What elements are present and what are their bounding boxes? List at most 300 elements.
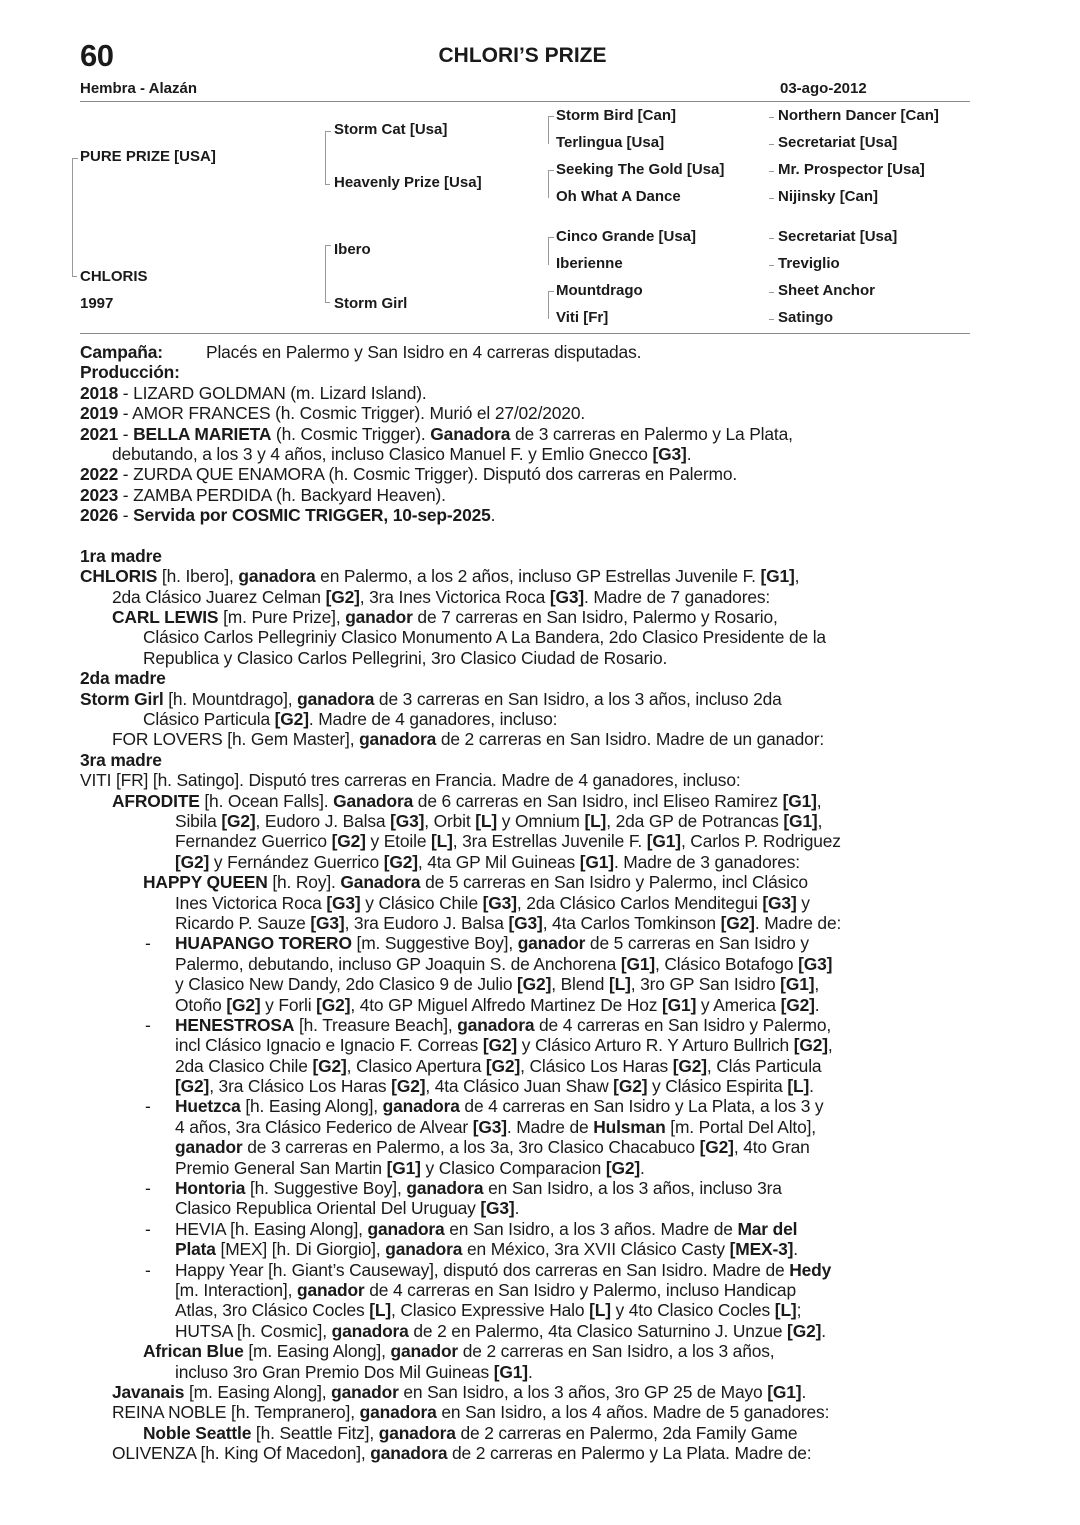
emphasis: ganadora: [367, 1218, 445, 1239]
production-item-cont: [80, 444, 972, 464]
pedigree-g4: Satingo: [778, 309, 833, 326]
pedigree-g4: Sheet Anchor: [778, 282, 875, 299]
emphasis: [MEX-3]: [729, 1239, 794, 1260]
page-title: CHLORI’S PRIZE: [438, 44, 607, 67]
emphasis: [G2]: [672, 1055, 707, 1076]
emphasis: [L]: [787, 1076, 810, 1097]
pedigree-bracket: [72, 262, 77, 277]
production-text: - ZAMBA PERDIDA (h. Backyard Heaven).: [118, 484, 446, 505]
emphasis: [G1]: [782, 790, 817, 811]
third-dam-line: [80, 1280, 972, 1300]
pedigree-g3: Viti [Fr]: [556, 309, 609, 326]
emphasis: HENESTROSA: [175, 1014, 295, 1035]
pedigree-g3: Terlingua [Usa]: [556, 134, 665, 151]
pedigree-dam-year: 1997: [80, 295, 114, 312]
text: Fernandez Guerrico: [175, 831, 332, 852]
first-dam-heading: 1ra madre: [80, 545, 162, 566]
emphasis: Javanais: [112, 1381, 185, 1402]
second-dam-line: [80, 689, 972, 709]
birth-date: 03-ago-2012: [780, 80, 867, 97]
third-dam-line: [80, 1056, 972, 1076]
third-dam-line: - Happy Year [h. Giant’s Causeway], disputó dos carreras en San Isidro. Madre de Hedy: [145, 1259, 832, 1280]
text: de 2 carreras en Palermo, 2da Family Game: [455, 1422, 798, 1443]
third-dam-line: - Huetzca [h. Easing Along], ganadora de 4 carreras en San Isidro y La Plata, a los 3 y: [145, 1096, 824, 1117]
horse-name: CARL LEWIS: [112, 607, 219, 628]
campaign-label: Campaña:: [80, 342, 163, 362]
production-text: debutando, a los 3 y 4 años, incluso Clasico Manuel F. y Emlio Gnecco: [112, 443, 653, 464]
text: y America: [696, 994, 781, 1015]
first-dam-line: [80, 566, 972, 586]
production-year: 2023: [80, 484, 119, 505]
text: en México, 3ra XVII Clásico Casty: [462, 1239, 730, 1260]
pedigree-tick: [769, 319, 774, 320]
third-dam-line: [80, 1382, 972, 1402]
text: [h. Roy].: [267, 872, 341, 893]
pedigree-tick: [769, 198, 774, 199]
text: [m. Interaction],: [175, 1279, 297, 1300]
third-dam-line: [80, 1158, 972, 1178]
emphasis: [G2]: [720, 912, 755, 933]
emphasis: Hulsman: [593, 1116, 666, 1137]
text: incluso 3ro Gran Premio Dos Mil Guineas: [175, 1361, 494, 1382]
production-text: de 3 carreras en Palermo y La Plata,: [510, 423, 793, 444]
text: .: [514, 1198, 520, 1219]
pedigree-divider: [80, 333, 970, 334]
pedigree-bracket: [548, 170, 554, 198]
text: incl Clásico Ignacio e Ignacio F. Correas: [175, 1035, 483, 1056]
emphasis: [G2]: [613, 1076, 648, 1097]
sex-color: Hembra - Alazán: [80, 80, 197, 97]
text: [m. Easing Along],: [243, 1341, 391, 1362]
text: REINA NOBLE [h. Tempranero],: [112, 1402, 360, 1423]
emphasis: ganador: [175, 1137, 243, 1158]
emphasis: [G3]: [482, 892, 517, 913]
first-dam-line: Clásico Carlos Pellegriniy Clasico Monumento A La Bandera, 2do Clasico Presidente de la: [143, 627, 826, 648]
text: ,: [816, 790, 822, 811]
text: HUTSA [h. Cosmic],: [175, 1320, 332, 1341]
text: . Madre de:: [754, 912, 842, 933]
third-dam-line: [80, 1423, 972, 1443]
pedigree-g4: Mr. Prospector [Usa]: [778, 161, 925, 178]
emphasis: ganador: [331, 1381, 399, 1402]
pedigree-g3: Seeking The Gold [Usa]: [556, 161, 725, 178]
pedigree-tick: [769, 117, 774, 118]
emphasis: [G2]: [312, 1055, 347, 1076]
third-dam-line: [80, 1443, 972, 1463]
second-dam-line: [80, 729, 972, 749]
third-dam-line: [80, 1300, 972, 1320]
emphasis: [G2]: [221, 810, 256, 831]
emphasis: ganadora: [378, 1422, 456, 1443]
pedigree-g4: Treviglio: [778, 255, 840, 272]
emphasis: ganadora: [331, 1320, 409, 1341]
pedigree-bracket: [72, 158, 78, 277]
emphasis: African Blue: [143, 1341, 244, 1362]
text: ,: [794, 566, 800, 587]
emphasis: Huetzca: [175, 1096, 241, 1117]
second-dam-line: [80, 709, 972, 729]
pedigree-bracket: [548, 116, 554, 144]
pedigree-g3: Iberienne: [556, 255, 623, 272]
text: Clasico Republica Oriental Del Uruguay: [175, 1198, 481, 1219]
emphasis: [G2]: [316, 994, 351, 1015]
winner-label: Ganadora: [430, 423, 511, 444]
text: .: [793, 1239, 798, 1260]
emphasis: Plata: [175, 1239, 216, 1260]
emphasis: ganador: [517, 933, 586, 954]
text: y Clásico Chile: [360, 892, 483, 913]
text: , Clásico Los Haras: [520, 1055, 673, 1076]
text: y Forli: [260, 994, 317, 1015]
pedigree-sire-sire: Storm Cat [Usa]: [334, 121, 448, 138]
emphasis: [G2]: [517, 974, 552, 995]
campaign-text: Placés en Palermo y San Isidro en 4 carreras disputadas.: [206, 342, 642, 362]
emphasis: [G2]: [226, 994, 261, 1015]
third-dam-line: [80, 1035, 972, 1055]
text: y Clasico Comparacion: [420, 1157, 606, 1178]
text: y: [796, 892, 810, 913]
grade-badge: [G3]: [652, 443, 687, 464]
third-dam-line: [80, 1402, 972, 1422]
text: ,: [814, 974, 820, 995]
text: , 4to GP Miguel Alfredo Martinez De Hoz: [350, 994, 663, 1015]
text: , 4ta Clásico Juan Shaw: [425, 1076, 614, 1097]
spacer: [80, 526, 972, 546]
emphasis: [G1]: [646, 831, 681, 852]
third-dam-line: [80, 954, 972, 974]
first-dam-line: [80, 587, 972, 607]
third-dam-line: [80, 1198, 972, 1218]
production-year: 2021: [80, 423, 119, 444]
first-dam-line: Republica y Clasico Carlos Pellegrini, 3ro Clasico Ciudad de Rosario.: [143, 647, 668, 668]
third-dam-line: [80, 995, 972, 1015]
pedigree-g4: Secretariat [Usa]: [778, 228, 898, 245]
text: ,: [817, 810, 823, 831]
text: . Madre de: [506, 1116, 594, 1137]
text: , 3ra Ines Victorica Roca: [359, 586, 550, 607]
emphasis: [G1]: [620, 953, 656, 974]
text: de 6 carreras en San Isidro, incl Eliseo Ramirez: [413, 790, 783, 811]
production-text: - LIZARD GOLDMAN (m. Lizard Island).: [118, 382, 427, 403]
emphasis: AFRODITE: [112, 790, 200, 811]
emphasis: [G2]: [175, 851, 210, 872]
text: de 7 carreras en San Isidro, Palermo y Rosario,: [412, 607, 778, 628]
production-text: -: [118, 423, 134, 444]
emphasis: [G3]: [390, 810, 425, 831]
text: Otoño: [175, 994, 227, 1015]
text: , Blend: [551, 974, 609, 995]
text: de 2 carreras en San Isidro, a los 3 años,: [458, 1341, 775, 1362]
text: .: [527, 1361, 533, 1382]
third-dam-line: [80, 872, 972, 892]
third-dam-line: [80, 811, 972, 831]
emphasis: Ganadora: [340, 872, 421, 893]
text: de 4 carreras en San Isidro y Palermo, incluso Handicap: [364, 1279, 796, 1300]
emphasis: [G1]: [386, 1157, 421, 1178]
emphasis: [G3]: [798, 953, 833, 974]
emphasis: HAPPY QUEEN: [143, 872, 268, 893]
production-text: - AMOR FRANCES (h. Cosmic Trigger). Murió el 27/02/2020.: [118, 403, 586, 424]
text: en San Isidro, a los 4 años. Madre de 5 ganadores:: [436, 1402, 830, 1423]
text: [m. Suggestive Boy],: [351, 933, 518, 954]
pedigree-bracket: [325, 288, 330, 303]
text: [h. Mountdrago],: [163, 688, 298, 709]
text: , 3ra Eudoro J. Balsa: [344, 912, 509, 933]
emphasis: [G2]: [485, 1055, 521, 1076]
text: . Madre de 4 ganadores, incluso:: [308, 709, 558, 730]
production-item: [80, 424, 972, 444]
page-number: 60: [80, 38, 114, 73]
text: Ines Victorica Roca: [175, 892, 327, 913]
text: , 2da Clásico Carlos Menditegui: [516, 892, 763, 913]
text: OLIVENZA [h. King Of Macedon],: [112, 1443, 371, 1464]
text: , Clás Particula: [706, 1055, 822, 1076]
third-dam-line: [80, 1362, 972, 1382]
production-text: -: [118, 505, 134, 526]
text: , 3ra Clásico Los Haras: [209, 1076, 392, 1097]
production-item: [80, 505, 972, 525]
third-dam-heading: 3ra madre: [80, 749, 162, 770]
text: Palermo, debutando, incluso GP Joaquin S. de Anchorena: [175, 953, 621, 974]
grade-badge: [G1]: [760, 566, 795, 587]
text: de 5 carreras en San Isidro y Palermo, incl Clásico: [420, 872, 808, 893]
text: , Clasico Apertura: [346, 1055, 486, 1076]
text: ;: [796, 1300, 802, 1321]
text: en San Isidro, a los 3 años, incluso 3ra: [483, 1178, 782, 1199]
pedigree-g3: Cinco Grande [Usa]: [556, 228, 697, 245]
third-dam-line: [80, 1137, 972, 1157]
emphasis: Noble Seattle: [143, 1422, 252, 1443]
production-item: [80, 403, 972, 423]
pedigree-tick: [769, 238, 774, 239]
third-dam-line: [80, 974, 972, 994]
text: [MEX] [h. Di Giorgio],: [215, 1239, 386, 1260]
pedigree-dam: CHLORIS: [80, 268, 148, 285]
grade-badge: [G3]: [549, 586, 585, 607]
text: FOR LOVERS [h. Gem Master],: [112, 729, 360, 750]
text: [m. Easing Along],: [184, 1381, 332, 1402]
emphasis: [G1]: [579, 851, 614, 872]
winner-label: ganadora: [359, 729, 437, 750]
second-dam-heading: 2da madre: [80, 668, 166, 689]
text: , Eudoro J. Balsa: [255, 810, 391, 831]
emphasis: [G3]: [326, 892, 361, 913]
text: , 4to Gran: [733, 1137, 810, 1158]
text: . Madre de 3 ganadores:: [613, 851, 800, 872]
text: [h. Seattle Fitz],: [251, 1422, 379, 1443]
text: de 2 en Palermo, 4ta Clasico Saturnino J. Unzue: [408, 1320, 788, 1341]
text: de 2 carreras en Palermo y La Plata. Madre de:: [447, 1443, 812, 1464]
text: [h. Ocean Falls].: [199, 790, 334, 811]
third-dam-line: - HEVIA [h. Easing Along], ganadora en San Isidro, a los 3 años. Madre de Mar del: [145, 1218, 798, 1239]
text: Sibila: [175, 810, 222, 831]
text: de 3 carreras en Palermo, a los 3a, 3ro Clasico Chacabuco: [242, 1137, 700, 1158]
text: [m. Portal Del Alto],: [665, 1116, 816, 1137]
emphasis: [G2]: [383, 851, 418, 872]
text: Atlas, 3ro Clásico Cocles: [175, 1300, 370, 1321]
emphasis: [G2]: [331, 831, 366, 852]
text: de 4 carreras en San Isidro y La Plata, a los 3 y: [459, 1096, 824, 1117]
production-text: .: [490, 505, 496, 526]
pedigree-sire-dam: Heavenly Prize [Usa]: [334, 174, 482, 191]
pedigree-g3: Oh What A Dance: [556, 188, 681, 205]
production-year: 2019: [80, 403, 119, 424]
emphasis: [L]: [609, 974, 631, 995]
text: 2da Clasico Chile: [175, 1055, 313, 1076]
emphasis: [G2]: [391, 1076, 426, 1097]
third-dam-line: [80, 1239, 972, 1259]
text: Clásico Particula: [143, 709, 275, 730]
pedigree-dam-dam: Storm Girl: [334, 295, 408, 312]
text: y Clasico New Dandy, 2do Clasico 9 de Julio: [175, 974, 518, 995]
emphasis: [G3]: [762, 892, 797, 913]
third-dam-line: [80, 893, 972, 913]
header-divider: [80, 101, 970, 102]
dam-name: CHLORIS: [80, 566, 158, 587]
emphasis: [G1]: [767, 1381, 802, 1402]
emphasis: [G2]: [482, 1035, 518, 1056]
production-year: 2026: [80, 505, 119, 526]
emphasis: [G3]: [480, 1198, 515, 1219]
emphasis: Ganadora: [333, 790, 414, 811]
text: .: [809, 1076, 814, 1097]
emphasis: [G1]: [783, 810, 818, 831]
emphasis: ganadora: [457, 1014, 535, 1035]
dam-name: Storm Girl: [80, 688, 164, 709]
text: y Clásico Espirita: [647, 1076, 788, 1097]
text: .: [821, 1320, 826, 1341]
text: de 5 carreras en San Isidro y: [585, 933, 809, 954]
text: Ricardo P. Sauze: [175, 912, 311, 933]
text: 4 años, 3ra Clásico Federico de Alvear: [175, 1116, 473, 1137]
emphasis: [G1]: [780, 974, 815, 995]
winner-label: ganadora: [297, 688, 375, 709]
emphasis: [G2]: [605, 1157, 641, 1178]
campaign-line: [80, 342, 972, 362]
emphasis: [G1]: [493, 1361, 528, 1382]
pedigree-bracket: [548, 291, 554, 319]
text: , Clasico Expressive Halo: [391, 1300, 590, 1321]
grade-badge: [G2]: [325, 586, 360, 607]
text: ,: [827, 1035, 833, 1056]
emphasis: Hontoria: [175, 1178, 246, 1199]
text: Premio General San Martin: [175, 1157, 387, 1178]
text: , Carlos P. Rodriguez: [680, 831, 841, 852]
third-dam-intro: VITI [FR] [h. Satingo]. Disputó tres carreras en Francia. Madre de 4 ganadores, incluso:: [80, 770, 741, 791]
third-dam-line: [80, 831, 972, 851]
production-year: 2022: [80, 464, 119, 485]
emphasis: ganador: [296, 1279, 365, 1300]
winner-label: ganador: [345, 607, 413, 628]
production-text: - ZURDA QUE ENAMORA (h. Cosmic Trigger). Disputó dos carreras en Palermo.: [118, 464, 738, 485]
text: Happy Year [h. Giant’s Causeway], disputó dos carreras en San Isidro. Madre de: [175, 1259, 790, 1280]
pedigree-g3: Storm Bird [Can]: [556, 107, 676, 124]
third-dam-line: [80, 1321, 972, 1341]
first-dam-line: [80, 607, 972, 627]
emphasis: [L]: [774, 1300, 797, 1321]
text: de 3 carreras en San Isidro, a los 3 años, incluso 2da: [374, 688, 782, 709]
pedigree-bracket: [548, 237, 554, 265]
text: . Madre de 7 ganadores:: [584, 586, 771, 607]
emphasis: [G2]: [780, 994, 815, 1015]
production-item: [80, 383, 972, 403]
emphasis: [G3]: [310, 912, 345, 933]
third-dam-line: [80, 791, 972, 811]
production-text: .: [686, 443, 692, 464]
text: .: [801, 1381, 807, 1402]
text: HEVIA [h. Easing Along],: [175, 1218, 368, 1239]
emphasis: [G2]: [787, 1320, 822, 1341]
production-item: [80, 464, 972, 484]
third-dam-line: [80, 852, 972, 872]
text: [h. Treasure Beach],: [294, 1014, 458, 1035]
text: , 4ta Carlos Tomkinson: [542, 912, 721, 933]
third-dam-line: [80, 1341, 972, 1361]
production-horse-name: BELLA MARIETA: [133, 423, 272, 444]
emphasis: [G1]: [662, 994, 697, 1015]
text: [h. Easing Along],: [240, 1096, 383, 1117]
emphasis: [L]: [589, 1300, 611, 1321]
emphasis: Mar del: [737, 1218, 798, 1239]
winner-label: ganadora: [238, 566, 316, 587]
pedigree-tick: [769, 171, 774, 172]
third-dam-line: - Hontoria [h. Suggestive Boy], ganadora en San Isidro, a los 3 años, incluso 3ra: [145, 1178, 782, 1199]
emphasis: [G2]: [793, 1035, 828, 1056]
grade-badge: [G2]: [274, 709, 309, 730]
text: y Clásico Arturo R. Y Arturo Bullrich: [517, 1035, 794, 1056]
text: en San Isidro, a los 3 años, 3ro GP 25 de Mayo: [398, 1381, 768, 1402]
emphasis: ganadora: [370, 1443, 448, 1464]
emphasis: ganadora: [406, 1178, 484, 1199]
text: y 4to Clasico Cocles: [610, 1300, 775, 1321]
emphasis: Hedy: [789, 1259, 832, 1280]
production-year: 2018: [80, 382, 119, 403]
third-dam-line: [80, 913, 972, 933]
production-item: [80, 485, 972, 505]
third-dam-line: [80, 1117, 972, 1137]
text: .: [814, 994, 820, 1015]
third-dam-line: [80, 1076, 972, 1096]
text: y Omnium: [497, 810, 585, 831]
catalog-body: [80, 342, 972, 1463]
emphasis: [G2]: [175, 1076, 210, 1097]
pedigree-tick: [769, 144, 774, 145]
text: [m. Pure Prize],: [218, 607, 346, 628]
text: .: [640, 1157, 645, 1178]
text: , Orbit: [424, 810, 476, 831]
text: , 3ra Estrellas Juvenile F.: [452, 831, 647, 852]
pedigree-tick: [769, 292, 774, 293]
emphasis: [L]: [584, 810, 607, 831]
text: , 4ta GP Mil Guineas: [417, 851, 580, 872]
emphasis: [G2]: [699, 1137, 734, 1158]
production-service: Servida por COSMIC TRIGGER, 10-sep-2025: [133, 505, 491, 526]
text: [h. Suggestive Boy],: [245, 1178, 407, 1199]
emphasis: [G3]: [508, 912, 543, 933]
pedigree-tick: [769, 265, 774, 266]
text: de 4 carreras en San Isidro y Palermo,: [534, 1014, 832, 1035]
pedigree-g4: Northern Dancer [Can]: [778, 107, 939, 124]
text: en Palermo, a los 2 años, incluso GP Estrellas Juvenile F.: [315, 566, 761, 587]
emphasis: HUAPANGO TORERO: [175, 933, 352, 954]
emphasis: ganador: [390, 1341, 459, 1362]
emphasis: ganadora: [385, 1239, 463, 1260]
production-heading: Producción:: [80, 362, 180, 383]
third-dam-line: - HENESTROSA [h. Treasure Beach], ganadora de 4 carreras en San Isidro y Palermo,: [145, 1014, 832, 1035]
pedigree-g4: Secretariat [Usa]: [778, 134, 898, 151]
text: , 2da GP de Potrancas: [606, 810, 784, 831]
emphasis: [L]: [431, 831, 453, 852]
